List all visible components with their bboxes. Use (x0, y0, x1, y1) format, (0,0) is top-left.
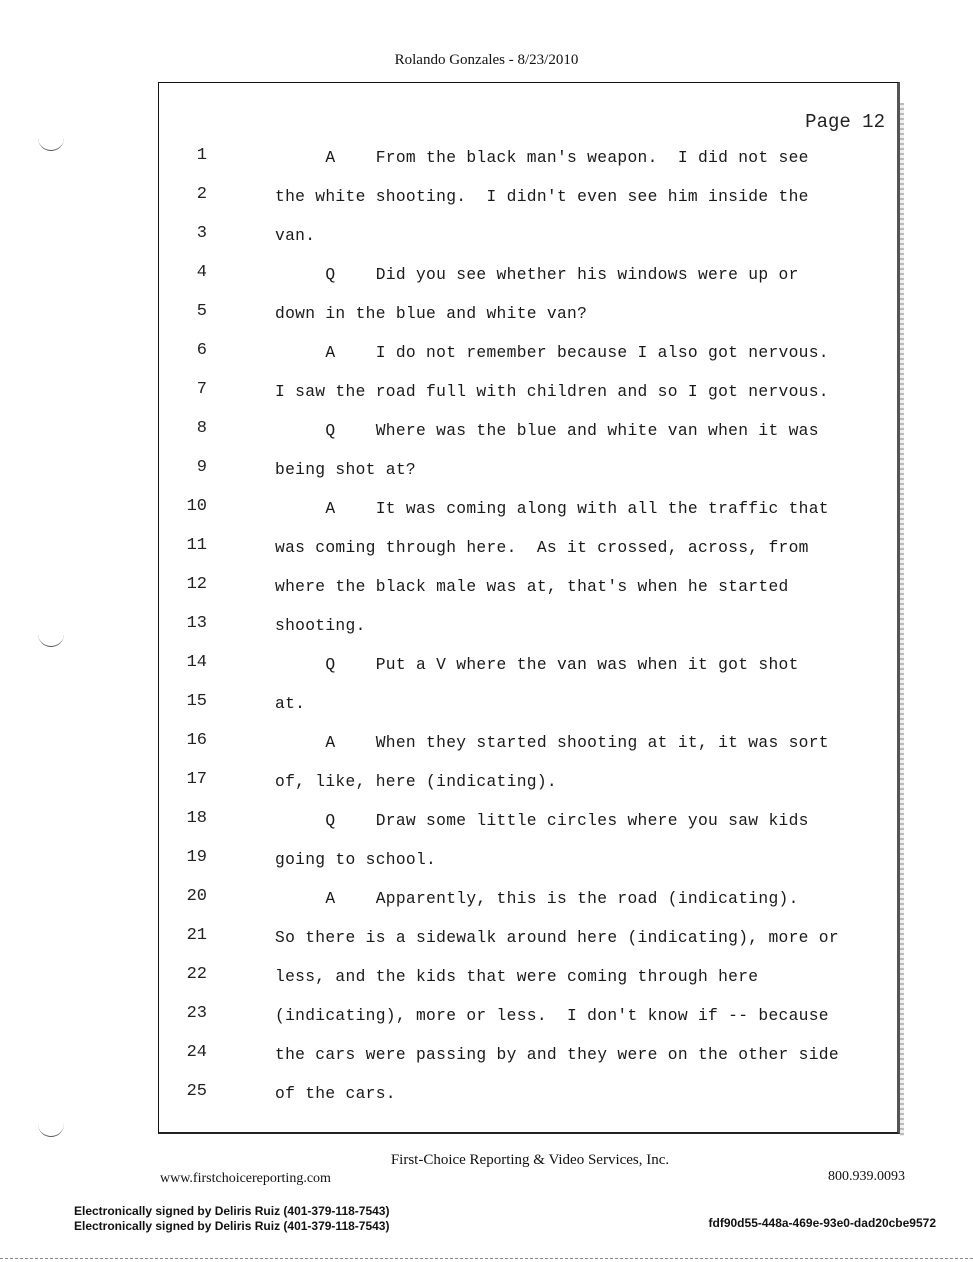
line-number: 25 (186, 1082, 207, 1101)
transcript-line-text: Q Where was the blue and white van when it was (275, 421, 819, 440)
transcript-line-text: of the cars. (275, 1084, 396, 1103)
transcript-line-text: down in the blue and white van? (275, 304, 588, 323)
transcript-line-text: So there is a sidewalk around here (indicating), more or (275, 928, 839, 947)
transcript-line-text: was coming through here. As it crossed, across, from (275, 538, 809, 557)
transcript-line-text: shooting. (275, 616, 366, 635)
transcript-line-text: of, like, here (indicating). (275, 772, 557, 791)
line-number: 18 (186, 809, 207, 828)
line-number: 13 (186, 614, 207, 633)
line-number: 16 (186, 731, 207, 750)
line-number: 21 (186, 926, 207, 945)
scan-artifact-mark (38, 632, 64, 647)
line-number: 14 (186, 653, 207, 672)
line-number: 9 (196, 458, 207, 477)
transcript-line-text: being shot at? (275, 460, 416, 479)
line-number: 8 (196, 419, 207, 438)
transcript-line-text: A From the black man's weapon. I did not see (275, 148, 809, 167)
line-number: 11 (186, 536, 207, 555)
line-number: 22 (186, 965, 207, 984)
footer-phone: 800.939.0093 (828, 1169, 905, 1184)
scan-artifact-mark (38, 1122, 64, 1137)
transcript-line-text: where the black male was at, that's when he started (275, 577, 789, 596)
transcript-line-text: A Apparently, this is the road (indicating). (275, 889, 799, 908)
footer-website: www.firstchoicereporting.com (160, 1171, 331, 1186)
transcript-line-text: less, and the kids that were coming through here (275, 967, 759, 986)
line-number: 1 (196, 146, 207, 165)
electronic-signature-line: Electronically signed by Deliris Ruiz (401-379-118-7543) (74, 1219, 390, 1233)
page-bottom-rule (0, 1258, 973, 1259)
line-number: 10 (186, 497, 207, 516)
transcript-line-text: A When they started shooting at it, it was sort (275, 733, 829, 752)
transcript-line-text: A It was coming along with all the traffic that (275, 499, 829, 518)
line-number: 6 (196, 341, 207, 360)
document-id: fdf90d55-448a-469e-93e0-dad20cbe9572 (708, 1216, 936, 1230)
footer-company-name: First-Choice Reporting & Video Services, Inc. (390, 1152, 670, 1168)
scan-artifact-mark (38, 136, 64, 151)
line-number: 3 (196, 224, 207, 243)
transcript-line-text: going to school. (275, 850, 437, 869)
line-number: 19 (186, 848, 207, 867)
line-number: 15 (186, 692, 207, 711)
transcript-line-text: I saw the road full with children and so I got nervous. (275, 382, 829, 401)
transcript-line-text: Q Draw some little circles where you saw kids (275, 811, 809, 830)
transcript-page-box (158, 82, 900, 1134)
line-number: 12 (186, 575, 207, 594)
line-number: 4 (196, 263, 207, 282)
line-number: 7 (196, 380, 207, 399)
transcript-line-text: the white shooting. I didn't even see him inside the (275, 187, 809, 206)
transcript-line-text: van. (275, 226, 316, 245)
transcript-line-text: at. (275, 694, 306, 713)
transcript-line-text: Q Did you see whether his windows were up or (275, 265, 799, 284)
transcript-line-text: Q Put a V where the van was when it got shot (275, 655, 799, 674)
line-number: 5 (196, 302, 207, 321)
transcript-line-text: (indicating), more or less. I don't know if -- because (275, 1006, 829, 1025)
line-number: 23 (186, 1004, 207, 1023)
line-number: 2 (196, 185, 207, 204)
document-header-title: Rolando Gonzales - 8/23/2010 (394, 52, 579, 68)
line-number: 17 (186, 770, 207, 789)
electronic-signature-line: Electronically signed by Deliris Ruiz (401-379-118-7543) (74, 1204, 390, 1218)
line-number: 20 (186, 887, 207, 906)
page-number: Page 12 (805, 111, 885, 133)
line-number: 24 (186, 1043, 207, 1062)
transcript-line-text: A I do not remember because I also got nervous. (275, 343, 829, 362)
transcript-line-text: the cars were passing by and they were on the other side (275, 1045, 839, 1064)
